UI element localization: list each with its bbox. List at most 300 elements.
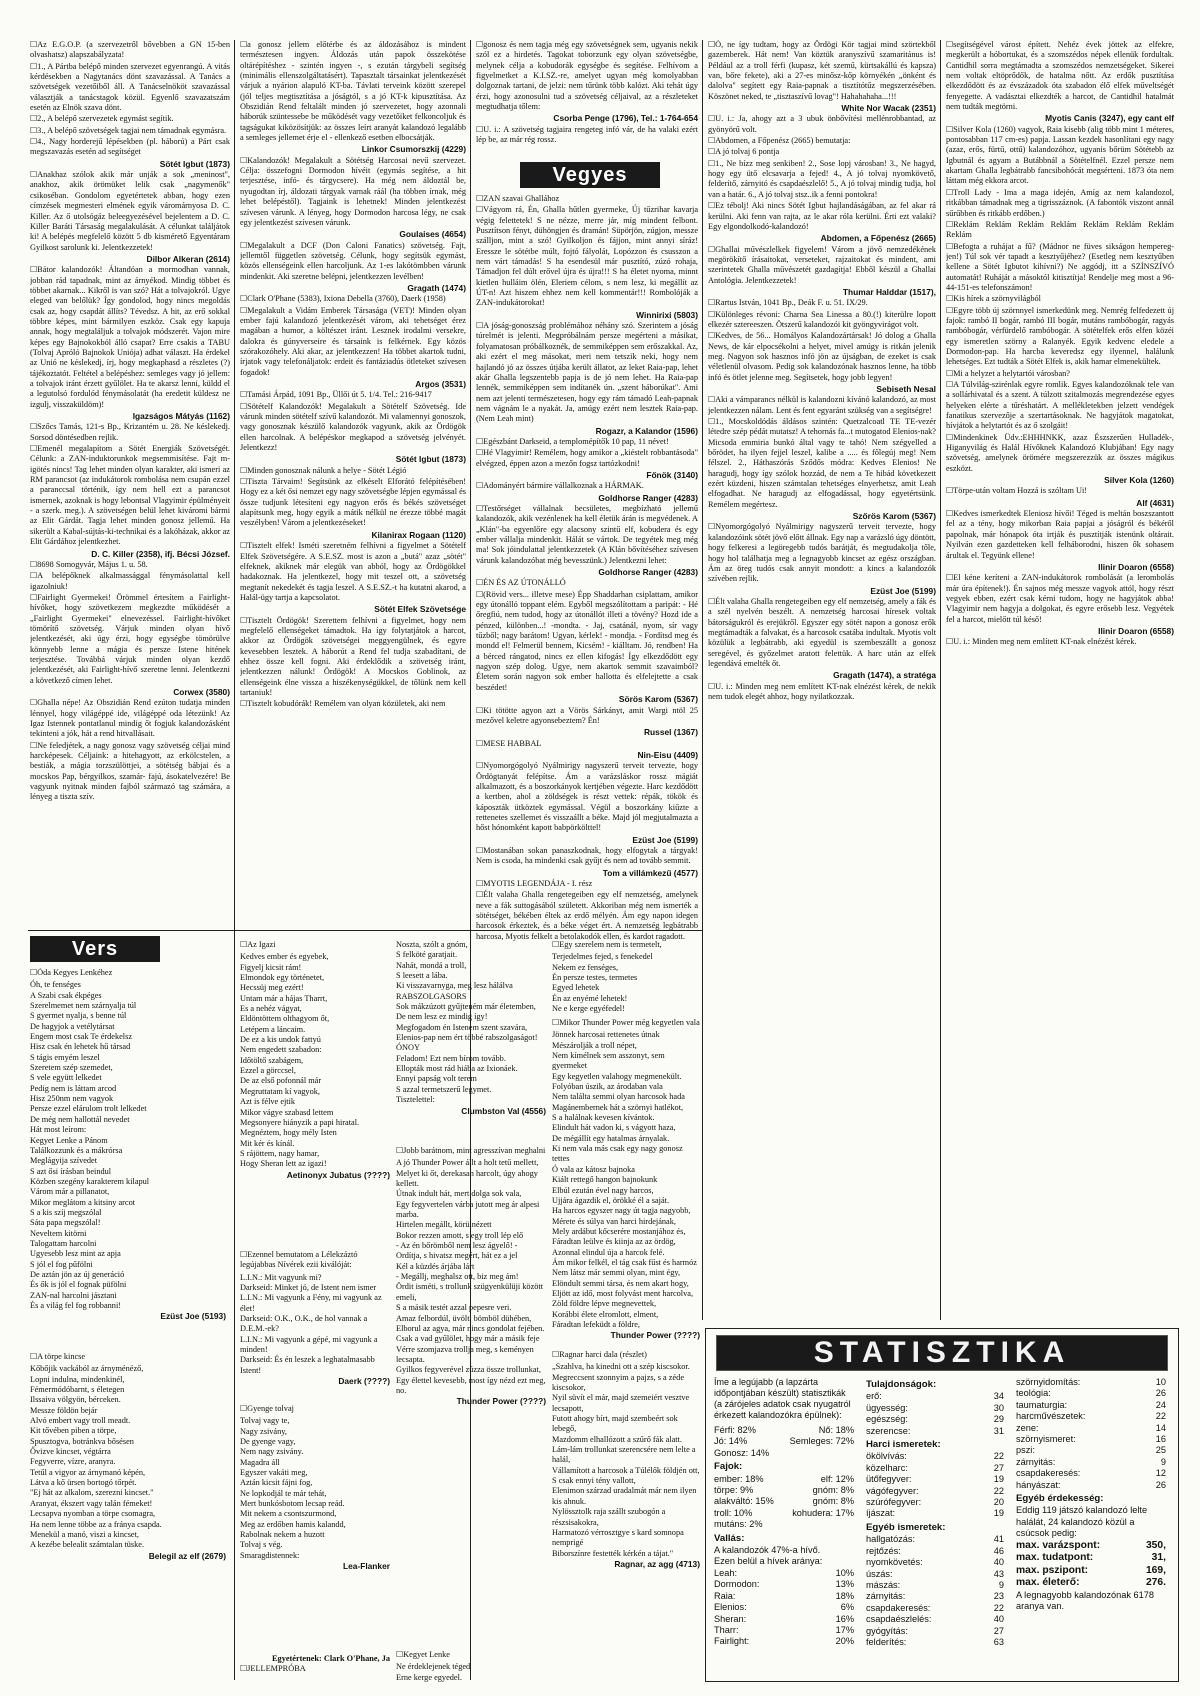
ad-signature: Linkor Csumorszkij (4229) bbox=[361, 144, 466, 155]
ad-signature: Thumar Halddar (1517), bbox=[842, 286, 936, 297]
stats-row bbox=[1016, 1423, 1166, 1434]
poem-line: Messze földön bejár bbox=[30, 1405, 98, 1415]
stats-heading: Vallás: bbox=[714, 1532, 745, 1544]
stats-value: 22 bbox=[993, 1602, 1004, 1613]
stats-row bbox=[714, 1602, 854, 1613]
ad-text: ☐ Kalandozók! Megalakult a Sötétség Harcosai nevű szervezet. Célja: összefogni Dormodon hívéit (egymás segítése, a hit terjesztése, infó- és tárgycsere). Ha még nem áldoztál be, nyugodtan írj, áldozati tárgyak varnak ráál (ha többen írnak, még lehet belépéstől). Tagjaink is lehetnek! Minden jelentkezést szívesen várunk. A lényeg, hogy Dormodon harcosa légy, ne csak egy jelentkezést szívesen várunk. bbox=[240, 156, 466, 228]
poem-line: Nem találta semmi olyan harcosok hada bbox=[552, 1092, 685, 1102]
poem-line: Fáradtan lefeküdt a földre, bbox=[552, 1319, 641, 1329]
stats-label: troll: 10% bbox=[714, 1507, 753, 1518]
poem-line: Azt is félve ejtik bbox=[240, 1097, 296, 1107]
poem-line: „Szahlva, ha kinedni ott a szép kiscsokor. bbox=[552, 1362, 690, 1372]
poem-line: Ki visszavarnyga, meg lesz hálálva bbox=[396, 981, 513, 991]
poem-line: Nem engedett szabadon: bbox=[240, 1045, 322, 1055]
stats-value: 17% bbox=[835, 1624, 854, 1635]
stats-row bbox=[866, 1557, 1004, 1568]
poem-line: Figyelj kicsit rám! bbox=[240, 962, 302, 972]
stats-text: mutáns: 2% bbox=[714, 1519, 763, 1530]
stats-row bbox=[1016, 1468, 1166, 1479]
poem-line: Kegyet Lenke a Pánom bbox=[30, 1135, 108, 1145]
poem-line: Melyet ki őt, derekasan harcolt, úgy ahogy kellett. bbox=[396, 1168, 538, 1189]
ad-signature: Kilanirax Rogaan (1120) bbox=[371, 529, 466, 540]
poem-line: Ám mikor felkél, el tág csak fűst és harmóz bbox=[552, 1257, 697, 1267]
poem-line: S vele együtt lelkedet bbox=[30, 1073, 102, 1083]
stats-value: kohudera: 17% bbox=[792, 1507, 854, 1518]
poem-line: A kezébe belealit számtalan tüske. bbox=[30, 1540, 145, 1550]
ad-text: ☐ Reklám Reklám Reklám Reklám Reklám Reklám Reklám Reklám bbox=[946, 220, 1174, 241]
ad-text: ☐ A Túlvilág-szirénlak egyre romlik. Egyes kalandozóknak tele van a sollárhivatal és a szent. A túlzott szitalmozás megrendezése egyes helyeken elérte a tűréshatárt. A mellékletekben jelzett vendégek fanatikus szervezője a szertartásoknak. Ne hagyjátok magatokat, hívjátok a helytartót és az ő szolgáit! bbox=[946, 380, 1174, 432]
ad-signature: Rogazr, a Kalandor (1596) bbox=[595, 425, 698, 436]
ad-text: ☐ Adományért bármire vállalkoznak a HÁRMAK. bbox=[476, 481, 698, 491]
stats-label: max. tudatpont: bbox=[1016, 1552, 1094, 1564]
poem-az-igazi bbox=[240, 940, 390, 1250]
stats-label: Elenios: bbox=[714, 1602, 747, 1613]
ad-text: ☐ MESE HABBAL bbox=[476, 739, 698, 749]
stats-row bbox=[714, 1579, 854, 1590]
ad-text: ☐ Clark O'Phane (5383), Ixiona Debella (3760), Daerk (1958) bbox=[240, 294, 466, 304]
stats-value: 40 bbox=[993, 1557, 1004, 1568]
stats-value: 6% bbox=[840, 1602, 854, 1613]
poem-line: Megfogadom én Istenem szent szavára, bbox=[396, 1022, 528, 1032]
poem-line: Vállamított a harcosok a Túlélők földjén ott, bbox=[552, 1465, 700, 1475]
poem-line: Eldöntöttem olthagyom őt, bbox=[240, 1014, 330, 1024]
poem-line: Lám-lám trollunkat szerencsére nem lelte a halál, bbox=[552, 1445, 696, 1465]
stats-row bbox=[1016, 1457, 1166, 1468]
stats-label: csapdakeresés: bbox=[1016, 1468, 1081, 1479]
stats-label: íjászat: bbox=[866, 1508, 896, 1519]
poem-line: S azzal termetszerű legymet. bbox=[396, 1084, 492, 1094]
ad-text: ☐ Bátor kalandozók! Áltandóan a mormodhan vannak, jobban rád tapadnak, mint az árnyékod. Mindig többet és többet akarnak... Kikről is van szó? Hát a tolvajokról. Ugye eleged van belőlük? Így gondolod, hogy nincs megoldás csak az, hogy csapdát állíts? Tévedsz. A hit, az erő sokkal többre képes, mint bármilyen eszköz. Csak egy kapuja annak, hogy megtaláljuk a tolvajok módszerét. Vajon mire képes egy Bajnokokból álló csapat? Erre csakis a TABU (Tolvaj Apróló Bajnokok Uniója) adhat választ. Ha érdekel az Unió ne késlekedj, írj, hogy megkaphasd a részletes (?) tájékoztatót. Feltétel a belépéshez: semleges vagy jó jellem: a tolvajok iránt érzett gyűlölet. Ha te akarsz lenni, küldd el a legutolsó fordulód fénymásolatát (ha eredetit küldesz ne izgulj, visszaküldöm)! bbox=[30, 265, 230, 410]
ad-text: ☐ Megalakult a Vidám Emberek Társasága (VET)! Minden olyan ember fajú kalandozó jelentkezését várom, aki tehetséget érez magában a humor, a költészet iránt. Lesznek irodalmi versekre, dalokra és gúnyverseire és társaink is felkérnek. Egy közös szórakozóhely. Aki akar, az jelentkezzen! Ha többet akartok tudni, írjatok vagy telefonáljatok: erdeit és fantáziadús ötleteket szívesen fogadok! bbox=[240, 306, 466, 378]
ad-text: ☐ Az E.G.O.P. (a szervezetről bővebben a GN 15-ben olvashatsz) alapszabályzata! bbox=[30, 40, 230, 61]
stats-value: 19 bbox=[993, 1508, 1004, 1519]
ad-signature: Szőrös Karom (5367) bbox=[852, 511, 936, 522]
stats-value: gnóm: 8% bbox=[812, 1485, 854, 1496]
stats-text: Eddig 119 játszó kalandozó lelte halálát, 24 kalandozó közül a csúcsok pedig: bbox=[1016, 1505, 1148, 1539]
poem-line: Megnéztem, hogy mély Isten bbox=[240, 1128, 337, 1138]
poem-line: Lopni indulna, mindenkinél, bbox=[30, 1374, 125, 1384]
ad-signature: Abdomen, a Főpenész (2665) bbox=[820, 233, 936, 244]
poem-line: Ne lopkodjál te már tehát, bbox=[240, 1488, 327, 1498]
ad-text: ☐ Nyomorgógolyó Nyálmirigy nagyszerű terveit tervezte, hogy Ördögtanyát felépítse. Ám a varázsláskor rossz mágiát alkalmazott, és a boszorkányok kertjében végezte. Harc kezdődött a kertben, ahol a zöldségek is részt vettek: répák, tökök és káposzták ütköztek egymással. Végül a boszorkány kiűzte a rettenetes szellemet és visszaállt a béke. Majd jól megjutalmazta a hőst hónomként kapott babpörkölttel! bbox=[476, 761, 698, 833]
ad-signature: Ilinir Doaron (6558) bbox=[1098, 625, 1174, 636]
stats-row bbox=[1016, 1540, 1166, 1553]
ad-text: ☐ segítségével várost épített. Nehéz évek jöttek az elfekre, megkerült a hóbortukat, és a szomszédos népek ellenük fordultak. Cantidhil sorra megtámadta a szomszédos nemzetségeket. Sikerei nem voltak eltöprődők, de hatalma nőtt. Az erdők pusztítása elkezdődött és az évszázadok óta szabadon élő elfek műveltségét fenyegette. A vadásztai elkezdték a harcot, de Cantidhil hatalmát nem tudták megtörni. bbox=[946, 40, 1174, 112]
stats-value: 12 bbox=[1155, 1468, 1166, 1479]
poem-line: "Ej hát az alkalom, szerezni kincset." bbox=[30, 1488, 154, 1498]
column-rule bbox=[702, 40, 703, 1320]
stats-heading: Egyéb ismeretek: bbox=[866, 1521, 946, 1533]
poem-line: Aztán kicsit fájni fog, bbox=[240, 1478, 313, 1488]
poem-line: Neveltem kitörni bbox=[30, 1228, 87, 1238]
stats-label: alakváltó: 15% bbox=[714, 1496, 774, 1507]
poem-line: S csak ennyi tény vallott, bbox=[552, 1476, 636, 1486]
stats-row bbox=[866, 1403, 1004, 1414]
poem-line: Magánembernek hát a szörnyi hatlékot, bbox=[552, 1102, 684, 1112]
poem-signature bbox=[552, 1014, 700, 1016]
ad-text: ☐ U. i.: A szövetség tagjaira rengeteg infó vár, de ha valaki ezért lép be, az már rég rossz. bbox=[476, 125, 698, 146]
ad-text: ☐ U. i.: Minden meg nem említett KT-nak elnézést kérek, de nekik nem tudok elegét ahhoz, hogy nyilatkozzak. bbox=[708, 682, 936, 703]
ad-text: ☐ Tisztelt elfek! Isméti szeretném felhívni a figyelmet a Sötételf Elfek Szövetségére. A S.E.SZ. most is azon a „butá" azaz „sötét" elfeknek, akiknek már elegük van abból, hogy az Ördögökkel hadakoznak. Ha jelentkezel, hogy mit teszel ott, a szövetség megtanít nekedekét és tagja leszel. A S.E.SZ.-t ha kutatni akarod, a Halál-ügy tartja a kapcsolatot. bbox=[240, 541, 466, 603]
poem-line: - Megállj, meghalsz ott, biz meg ám! bbox=[396, 1272, 519, 1282]
poem-line: Mert bunkósbotom lecsap reád. bbox=[240, 1499, 345, 1509]
poem-line: Ujjára ágazdik el, örökké él a saját. bbox=[552, 1195, 670, 1205]
stats-label: max. varázspont: bbox=[1016, 1539, 1101, 1551]
ad-text: ☐ Ghalla népe! Az Obszidián Rend ezúton tudatja minden lénnyel, hogy világéppé ide, világéppé oda létezünk! Az Igaz Istennek pontatlanul mindig őt fogjuk kalandozásként tekinteni a jók, hát a rend hitvallásait. bbox=[30, 698, 230, 739]
stats-label: Jó: 14% bbox=[714, 1436, 748, 1447]
ad-text: ☐ Tiszta Tárvaim! Segítsünk az elkéselt Elforátó felépítésében! Hogy ez a két ősi nemzet egy nagy szövetségbe lépjen egymással és össze tudjunk létesíteni egy nagyon erős és békés szövetséget alapítsunk meg, hogy egyik a mátik nélkül ne érezze többé magát veszélyben! Várom a jelentkezéseket! bbox=[240, 477, 466, 529]
stats-label: taumaturgia: bbox=[1016, 1399, 1068, 1410]
ad-text: ☐ gonosz és nem tagja még egy szövetségnek sem, ugyanis nekik szól ez a hirdetés. Tagokat toborzunk egy olyan szövetségbe, melynek célja a kobudorák egységbe és segítése. Felhívom a figyelmetket a K.I.SZ.-re, amelyet ugyan még komolyabban dolgoznak tartani, de jelzi: nem tűrünk több kalózt. Aki tehát úgy érzi, hogy azonosulni tud a szövetség céljaival, az a részleteket megtudhatja tőlem: bbox=[476, 40, 698, 112]
stats-row bbox=[866, 1486, 1004, 1497]
stats-row bbox=[866, 1426, 1004, 1437]
stats-value: 26 bbox=[1155, 1388, 1166, 1399]
stats-value: 16 bbox=[1155, 1434, 1166, 1445]
stats-row bbox=[1016, 1480, 1166, 1491]
ad-text: ☐ Ó, ne így tudtam, hogy az Ördögi Kör tagjai mind szörtekből gazemberek. Hát nem! Van köztük aranyszívű szamaritánus is! Például az a troll férfi (kupasz, két szemű, kürtsakállú és kapsza) van, bőre fekete), aki a 27-es minősz-kőp környékén „önként és dalolva" segített egy Raia-papnak a tisztítótűz megszerzésében. Köszönet neked, te „tisztaszívű lovag"! Hahahahaha...!!! bbox=[708, 40, 936, 102]
ad-signature: D. C. Killer (2358), ifj. Bécsi József. bbox=[91, 548, 230, 559]
ad-signature: Sötét Elfek Szövetsége bbox=[374, 604, 466, 615]
poem-line: Noszta, szólt a gnóm, bbox=[396, 940, 468, 949]
poem-line: Sok mákzúzott gyűjteném már életemben, bbox=[396, 1002, 536, 1012]
poem-signature: Daerk (????) bbox=[338, 1376, 390, 1387]
ad-text: ☐ Troll Lady - Ima a maga idején, Amíg az nem kalandozol, ritkábban támadnak meg a tigrisszáznok. (A fabontók viszont annál sűrűbben és ritkább erdőben.) bbox=[946, 188, 1174, 219]
poem-line: Fáradtan leülve és kiinja az az ördög, bbox=[552, 1237, 676, 1247]
ad-text: ☐ Vágyom rá, Én, Ghalla hűtlen gyermeke, Új tűzrihar kavarja végig felettetek! S ne nézze, merre jár, míg mindent felbont. Pusztítson fényt, dühöngjen és dramán! Süpörjön, zúgjon, messze szálljon, mint a szó! Gyilkoljon és fájjon, mint annyi síráz! Eressze le sötétbe múlt, fojtó fályolát, Lopózzon és csusszon a nem várt támadás! S ha esendesül már pusztító, zúzó rohaja, Támadjon fel dúlt erővel újra és újra!!! S ha életet nyoma, minnt kietlen hulláim ölén, Eleriem célom, s nem lesz, ki megállít az ÚT-n! Azt hiszem ehhez nem kell kommentár!!! Rombolóják a ZAN-indukátorokat! bbox=[476, 205, 698, 308]
poem-line: Hisz 250nm nem vagyok bbox=[30, 1094, 114, 1104]
poem-line: Elborul az agya, már nincs gondolat fejében. bbox=[396, 1323, 545, 1333]
stats-label: rejtőzés: bbox=[866, 1545, 901, 1556]
stats-value: gnóm: 8% bbox=[812, 1496, 854, 1507]
poem-line: Megsonyere hiányzik a papi hiratal. bbox=[240, 1117, 360, 1127]
stats-label: Tharr: bbox=[714, 1624, 739, 1635]
stats-value: Semleges: 72% bbox=[789, 1436, 854, 1447]
stats-value: 41 bbox=[993, 1534, 1004, 1545]
poem-torpe-kincse bbox=[30, 1352, 226, 1682]
ad-text: ☐ Kis hírek a szörnyvilágból bbox=[946, 294, 1174, 304]
poem-line: Egyed lehetek bbox=[552, 983, 600, 993]
poem-line: Szerelmemet nem szárnyalja túl bbox=[30, 1001, 137, 1011]
stats-value: 29 bbox=[993, 1414, 1004, 1425]
poem5-extra-title: ☐ JELLEMPRÓBA bbox=[240, 1664, 390, 1674]
stats-heading: Tulajdonságok: bbox=[866, 1379, 937, 1390]
stats-label: ökölvívás: bbox=[866, 1451, 907, 1462]
stats-row bbox=[866, 1614, 1004, 1625]
ad-signature: Nin-Eisu (4409) bbox=[637, 749, 698, 760]
stats-row bbox=[714, 1625, 854, 1636]
stats-intro: Íme a legújabb (a lapzárta időpontjában készült) statisztikák (a zárójeles adatok csak nyugatról érkezett kalandozókra épülnek): bbox=[714, 1377, 851, 1420]
stats-value: 20 bbox=[993, 1497, 1004, 1508]
poem-line: - Az én bőrömből nem lesz ágyelő! - bbox=[396, 1241, 518, 1251]
poem-line: Darkseid: Minket jó, de Istent nem ismer bbox=[240, 1283, 377, 1293]
stats-value: 31 bbox=[993, 1425, 1004, 1436]
stats-row bbox=[1016, 1445, 1166, 1456]
ad-text: ☐ 1., Ne bízz meg senkiben! 2., Sose lopj városban! 3., Ne hagyd, hogy egy ütő elcsavarja a fejed! 4., A jó tolvaj nyomkövető, felderítő, zárnyitó és csapdaészlelő! 5., A jó tolvaj mindig tudja, hol van a határ. 6., A jó tolvaj stsz..ik a fenni pontokra! bbox=[708, 159, 936, 200]
poem-line: De aztán jön az új generáció bbox=[30, 1269, 125, 1279]
stats-row bbox=[1016, 1388, 1166, 1399]
poem-line: Egy kegyetlen valahogy megmenekült. bbox=[552, 1071, 682, 1081]
stats-row bbox=[866, 1508, 1004, 1519]
column-rule bbox=[940, 40, 941, 1320]
stats-row bbox=[866, 1414, 1004, 1425]
poem-line: Kőbőjik vackából az árnyménéző, bbox=[30, 1364, 144, 1374]
stats-row bbox=[714, 1508, 854, 1519]
poem-title: ☐ Ezennel bemutatom a Lélekzáztó legújabbas Nívérek ezii kiválóját: bbox=[240, 1250, 390, 1271]
poem-line: Közben szegény karakterem kilapul bbox=[30, 1176, 150, 1186]
ad-text: ☐ Silver Kola (1260) vagyok, Raia kisebb (alig több mint 1 méteres, pontosabban 117 cm-es) papja. Lassan kezdek hasonlítani egy nagy (azaz, erős, fürtű, ottű) kalandozóhoz, ugyanis bőrüm Sötétebb az Igbutnál és agyam a Butábbnál a Sötételfnél. Ezzel persze nem akartam Ghalla legbátrabb fancsibohócát megsérteni. 1873 óta nem láttam még ekkora arcot. bbox=[946, 125, 1174, 187]
ad-text: ☐ Ki tötötte agyon azt a Vörös Sárkányt, amit Wargi ntöl 25 mezővel keletre agyonsebeztem? Én! bbox=[476, 706, 698, 727]
poem-line: Tolvaj vagy te, bbox=[240, 1416, 290, 1426]
poem-line: Ezzel a görccsel, bbox=[240, 1066, 296, 1076]
poem-line: Rabolnak nekem a huzott bbox=[240, 1530, 325, 1540]
stats-row bbox=[866, 1603, 1004, 1614]
ad-signature: Ezüst Joe (5199) bbox=[632, 834, 698, 845]
stats-label: szúrófegyver: bbox=[866, 1497, 922, 1508]
poem-line: Jönnek harcosai rettenetes útnak bbox=[552, 1030, 660, 1040]
column-4 bbox=[708, 40, 936, 1320]
stats-label: pszi: bbox=[1016, 1445, 1035, 1456]
poem-line: Ha nem lenne többe az a fránya csapda. bbox=[30, 1519, 162, 1529]
ad-signature: Goldhorse Ranger (4283) bbox=[598, 492, 698, 503]
stats-row bbox=[866, 1626, 1004, 1637]
poem-line: Meg az erdőben hamis kalandd, bbox=[240, 1519, 346, 1529]
stats-label: csapdaészlelés: bbox=[866, 1614, 932, 1625]
poem-line: Elindult hát vadon ki, s vágyott haza, bbox=[552, 1123, 676, 1133]
ad-text: ☐ Minden gonosznak nálunk a helye - Sötét Légió bbox=[240, 466, 466, 476]
ad-text: ☐ Ez tébolj! Aki nincs Sötét Igbut hajlandáságában, az fel akar rá kerülni. Aki fenn van rajta, az le akar róla kerülni. Érti ezt valaki? Egy elgondolkodó-kalandozó! bbox=[708, 201, 936, 232]
poem-line: Megreccsent szonnyim a pajzs, s a zéde kiscsokor, bbox=[552, 1372, 685, 1393]
ad-signature: Sötét Igbut (1873) bbox=[395, 454, 466, 465]
ad-text: ☐ Élt valaha Ghalla rengetegeiben egy elf nemzetség, amelynek neve a fák suttogásából született. Akkoriban még nem ismerték a sötétséget, békében éltek az erdő mélyén. Ám egy napon idegen harcosok érkeztek, és a béke véget ért. A nemzetség legbátrabb harcosa, Myotis felkelt a betolakodók ellen, és kardot ragadott. bbox=[476, 890, 698, 942]
ad-signature: Goldhorse Ranger (4283) bbox=[598, 567, 698, 578]
poem-line: Mészárolják a troll népet, bbox=[552, 1040, 637, 1050]
poem-line: Azonnal elindul úja a harcok felé. bbox=[552, 1247, 665, 1257]
poem-title: ☐ Kegyet Lenke bbox=[396, 1650, 546, 1660]
poem-signature: Thunder Power (????) bbox=[456, 1396, 546, 1407]
stats-label: ütőfegyver: bbox=[866, 1474, 912, 1485]
poem-line: Megruttatam kí vagyok, bbox=[240, 1086, 320, 1096]
stats-row bbox=[714, 1485, 854, 1496]
poem-line: S azt ősi írásban beindul bbox=[30, 1166, 112, 1176]
poem-signature: Lea-Flanker bbox=[342, 1561, 390, 1572]
poem-line: Óh, te fenséges bbox=[30, 980, 81, 990]
poem-title: ☐ Gyenge tolvaj bbox=[240, 1404, 390, 1414]
poem-signature: Belegil az elf (2679) bbox=[148, 1550, 226, 1561]
poem-line: Folyóban úszik, az árodaban vala bbox=[552, 1082, 663, 1092]
poem-line: Ki nem vala más csak egy nagy gonosz tettes bbox=[552, 1144, 683, 1164]
poem-line: Útnak indult hát, mert dolga sok vala, bbox=[396, 1189, 522, 1199]
poem-title: ☐ Jobb barátnom, mint agresszívan meghalni bbox=[396, 1146, 546, 1156]
ad-signature: Corwex (3580) bbox=[173, 686, 230, 697]
stats-value: elf: 12% bbox=[820, 1473, 854, 1484]
stats-row bbox=[1016, 1377, 1166, 1388]
ad-text: ☐ Anakhaz szólok akik már unják a sok „meninost", anakhoz, akik örömüket lelik csak „nagymenők" csikoséban. Gondolom egyetértetek abban, hogy ezen címzések megmesteri elmének egyik váromárnyosa D. C. Killer. Az ő utolsógáz beleegyezésével bejelentem a D. C. Killer Baráti Társaság megalakulását. A célunkat találjátok ki! A belépés megfelelő között 5 db kismérető Egyentáram Gyilkost sarolunk ki. Jelentkezzetek! bbox=[30, 170, 230, 253]
poem-line: Nem kímélnek sem asszonyt, sem gyermeket bbox=[552, 1051, 665, 1071]
poem5-footer-text: Egyetértenek: Clark O'Phane, Ja bbox=[272, 1654, 390, 1663]
poem5-footer bbox=[240, 1654, 390, 1682]
poem-line: S a másik testét azzal pepesre veri. bbox=[396, 1303, 512, 1313]
stats-row bbox=[714, 1496, 854, 1507]
stats-label: csapdakeresés: bbox=[866, 1602, 931, 1613]
poem-line: S gyermet nyalja, s benne túl bbox=[30, 1011, 127, 1021]
poem-line: Tisztelettel: bbox=[396, 1095, 435, 1105]
stats-label: Raia: bbox=[714, 1590, 736, 1601]
poem-line: Korábbi élete elromlott, elment, bbox=[552, 1309, 659, 1319]
stats-row bbox=[866, 1497, 1004, 1508]
stats-label: zárnyitás: bbox=[1016, 1456, 1056, 1467]
ad-text: ☐ Ne feledjétek, a nagy gonosz vagy szövetség céljai mind harcképesek. Céljaink: a hitehagyott, az erkölcstelen, a bestiák, a mágia torzszülöttjei, a sötétség bábjai és a mocskos Pap, bérgyilkos, szamár- fajú, ásokatelvezére! Be vagyunk nyitnak minden fajból származó tag számára, a lényeg a tiszta szív. bbox=[30, 741, 230, 803]
stats-value: 23 bbox=[993, 1591, 1004, 1602]
stats-row bbox=[1016, 1434, 1166, 1445]
poem-line: Spusztogva, botránkva bősésen bbox=[30, 1436, 134, 1446]
stats-text: Ezen belül a hívek aránya: bbox=[714, 1556, 823, 1567]
stats-row bbox=[714, 1591, 854, 1602]
ad-signature: Tom a villámkezű (4577) bbox=[602, 867, 698, 878]
stats-row bbox=[714, 1568, 854, 1579]
statistics-body bbox=[714, 1377, 1170, 1675]
poem-line: Hát most leírom: bbox=[30, 1125, 87, 1135]
ad-text: ☐ Kedves ismerkedtek Eleniosz hívői! Téged is meltán boszszantott fel az a tény, hogy mikorban Raia papjai a jóságról és békéről papolnak, már hónapok óta irtják és pusztítják istenünk oltárait. Nyilván ezen gazdetteken kell felháborodni, hiszen ők sohasem árultak el. Tegyünk ellene! bbox=[946, 509, 1174, 561]
poem-line: Kél a küzdés árjába lárt bbox=[396, 1261, 475, 1271]
poem-line: Pedig nem is láttam arcod bbox=[30, 1083, 117, 1093]
poem-line: Untam már a hájas Tharrt, bbox=[240, 993, 328, 1003]
poem-line: Elmondok egy történetet, bbox=[240, 973, 325, 983]
ad-text: ☐ Testőrséget vállalnak becsületes, megbízható jellemű kalandozók, akik vezénlenek ha kell életük árán is megvédenek. A „Klán"-ba egyenlőre egy alacsony szintű elf, kobudera és egy ember vállalja mindenkit. Hálát se vártok. De tegyétek meg még ma! Sok jóindulattal jelentkezzetek (A Klán bővítéséhez szívesen várunk kalandozóbat még bevesszünk.) Jelentkezni lehet: bbox=[476, 504, 698, 566]
stats-label: teológia: bbox=[1016, 1388, 1051, 1399]
stats-label: harcművészetek: bbox=[1016, 1411, 1086, 1422]
ad-signature: Sötét Igbut (1873) bbox=[159, 158, 230, 169]
poem-line: S felköté garatjait. bbox=[396, 950, 458, 960]
poem-line: Mit kér és kínál. bbox=[240, 1138, 295, 1148]
stats-value: 31, bbox=[1151, 1552, 1166, 1564]
stats-value: 22 bbox=[993, 1451, 1004, 1462]
stats-label: nyomkövetés: bbox=[866, 1557, 923, 1568]
poem-line: Mazdomm elhallózott a szűrő fák alatt. bbox=[552, 1434, 682, 1444]
stats-value: 9 bbox=[1160, 1456, 1166, 1467]
ad-signature: Sörös Karom (5367) bbox=[618, 694, 698, 705]
stats-label: Férfi: 82% bbox=[714, 1425, 756, 1435]
stats-value: 25 bbox=[1155, 1445, 1166, 1456]
statistics-box bbox=[705, 1328, 1179, 1682]
poem-line: A jó Thunder Power állt a holt tetű mellett, bbox=[396, 1158, 539, 1168]
poem-line: S tágis emyém leszel bbox=[30, 1052, 100, 1062]
stats-label: vágófegyver: bbox=[866, 1485, 919, 1496]
ad-text: ☐ Egyre több új szörnnyel ismerkedünk meg. Nemrég felfedezett új fajok: rambó II bogár, rambó III bogár, mutáns rambóbogár, ragyás rambóbogár, vérfürdelő rambóbogár. A sötételfek erős elfen közéi egy ismeretlen szörny a Ralanyék. Egyik kedvenc eledele a Dormodon-pap. Ha harcba keveredsz egy ilyennel, halálunk lehetséges. Ezt tudták a Sötét Elfek is, akik hamar elmenekültek. bbox=[946, 306, 1174, 368]
poem-lelekzazto bbox=[240, 1250, 390, 1400]
poem-line: Én az enyémé lehetek! bbox=[552, 993, 628, 1003]
poem-line: Alvó embert vagy troll meadt. bbox=[30, 1416, 131, 1426]
stats-value: 40 bbox=[993, 1614, 1004, 1625]
ad-text: ☐ ZAN szavai Ghallához bbox=[476, 194, 698, 204]
poem-kegyetlen bbox=[552, 1018, 700, 1348]
ad-text: ☐ a gonosz jellem előtérbe és az áldozásához is mindent természtesen ingyen. Áldozás után papok összekötése oltárépítéshez - szintén ingyen -, s ezután tárgybeli segítség (minimális ellenszolgáltatásért). Tapasztalt társainkat jelentkezését várjuk a nyárion alapuló KT-ba. Távlati terveink között szerepel (jól teljes megtisztítása a jóságtól, s a jó KT-k kipusztítása. Az Obszidián Rend feltalált minden jó szervezetet, hogy azonnali háborúk szüntessebe be működését vagy vezetőiket felkoncoljuk és tagságukat kiközösítjük: az összes leírt aranyát kalandozó legalább a semleges jellemet érje el - ellenkező esetben elbocsátják. bbox=[240, 40, 466, 143]
poem-line: Fegyverre, vízre, aranyra. bbox=[30, 1457, 116, 1467]
stats-row bbox=[866, 1591, 1004, 1602]
ad-text: ☐ Rartus István, 1041 Bp., Deák F. u. 51. IX/29. bbox=[708, 298, 936, 308]
stats-row bbox=[866, 1580, 1004, 1591]
stats-label: mászás: bbox=[866, 1579, 901, 1590]
poem-title: ☐ A törpe kincse bbox=[30, 1352, 226, 1362]
ad-text: ☐ (Rövid vers... illetve mese) Épp Shaddarhan csiplattam, amikor egy útonálló toppant elém. Egyből megszólítottam a paripát: - Hé őregfiú, nem tudod, hogy az útonállót illeti a tövény? Hozd ide a pénzed, különben...! -mondta. - Jaj, csatánál, nyom, sír vagy tűzből; nagy barátom! Ugyan, kérlek! - mondja. - Fordítsd meg és mondd el! Felmerül bennem, Kicsém! - kiálltam. Jó, rendben! Ha a bérced rángatod, nincs ez ellen kifogás! Így elkezdődött egy nagyon szép dolog. Ugye, nem akartok semmit szavaimból? Életem során nagyon sok ember hallotta és elfelejtette a csak beszédet! bbox=[476, 590, 698, 693]
poem-line: Elöndult semmi társa, és nem akart hogy, bbox=[552, 1278, 689, 1288]
stats-label: törpe: 9% bbox=[714, 1485, 754, 1496]
poem-line: Vérre szomjazva trollja meg, s keményen lecsapta. bbox=[396, 1344, 534, 1364]
poem-title: ☐ Ragnar harci dala (részlet) bbox=[552, 1350, 700, 1360]
poem-line: RABSZOLGASORS bbox=[396, 991, 467, 1001]
poem-line: De hagyjok a vetélytársat bbox=[30, 1021, 115, 1031]
poem-line: Zöld földre lépve megnevettek, bbox=[552, 1299, 657, 1309]
ad-text: ☐ El kéne keríteni a ZAN-indukátorok rombolását (a lerombolás már úra építenek!). Én sajnos még messze vagyok attól, hogy részt vegyek ebben, ezért csak kérni tudom, hogy ne hagyjátok abba! Vlagyimir nem hagyja a dolgokat, és egyre erősebb lesz. Vegyétek fel a harcot, mielőtt túl késő! bbox=[946, 573, 1174, 625]
stats-label: gyógyítás: bbox=[866, 1625, 908, 1636]
poem-line: S a kis szíj megszólal bbox=[30, 1207, 102, 1217]
ad-text: ☐ Törpe-után voltam Hozzá is szóltam Ui! bbox=[946, 486, 1174, 496]
poem-line: Nagy zsivány, bbox=[240, 1426, 287, 1436]
ad-text: ☐ Egészbánt Darkseid, a templomépítők 10 pap, 11 névet! bbox=[476, 437, 698, 447]
column-5 bbox=[946, 40, 1174, 1320]
poem-line: Egy fegyvertelen várba jutott meg ár alpesi marba. bbox=[396, 1199, 540, 1220]
poem-line: L.I.N.: Mi vagyunk a gépé, mi vagyunk a minden! bbox=[240, 1334, 378, 1355]
ad-text: ☐ Élt valaha Ghalla rengetegeiben egy elf nemzetség, amely a fák és a szél nyelvén beszélt. A nemzetség harcosai híresek voltak bátorságukról és erejükről. Egyszer egy sötét napon a gonosz erők megtámadták a falvakat, és a harcosok csatába indultak. Myotis volt közülük a legbátrabb, aki egyedül is szembeszállt a gonosz seregével, és győzelmet aratott felettük. A harc után az elfek legendává emelték őt. bbox=[708, 597, 936, 669]
vegyes-title: Vegyes bbox=[552, 164, 628, 186]
poem-line: S rájöttem, nagy hamar, bbox=[240, 1148, 320, 1158]
poem-line: Nem látsz már semmi olyan, mint égy, bbox=[552, 1268, 681, 1278]
poem-line: Persze ezzel elárulom trolt lelkedet bbox=[30, 1104, 147, 1114]
poem-rabszolgasors bbox=[396, 940, 546, 1140]
poem-line: Tolvaj s vég. bbox=[240, 1540, 283, 1550]
stats-value: 19 bbox=[993, 1474, 1004, 1485]
ad-signature: Sebiseth Nesal bbox=[876, 384, 936, 394]
stats-label: szörnyismeret: bbox=[1016, 1434, 1076, 1445]
stats-row bbox=[714, 1636, 854, 1647]
ad-text: ☐ 8698 Somogyvár, Május 1. u. 58. bbox=[30, 560, 230, 570]
poem-title: ☐ Mikor Thunder Power még kegyetlen vala bbox=[552, 1018, 700, 1028]
ad-text: ☐ Mi a helyzet a helytartói városban? bbox=[946, 369, 1174, 379]
stats-label: Fairlight: bbox=[714, 1636, 750, 1647]
poem-line: S a halálnak kevesen kívántok. bbox=[552, 1113, 655, 1123]
statistics-title: STATISZTIKA bbox=[716, 1335, 1168, 1371]
stats-label: Dormodon: bbox=[714, 1579, 760, 1590]
poem-line: Futott ahogy bírt, majd szembeért sok lebegő, bbox=[552, 1414, 678, 1434]
column-2 bbox=[240, 40, 466, 926]
stats-column-2 bbox=[866, 1377, 1004, 1648]
stats-row bbox=[714, 1614, 854, 1625]
stats-heading: Harci ismeretek: bbox=[866, 1439, 941, 1451]
poem-line: Időtöltő szabágem, bbox=[240, 1055, 304, 1065]
vers-title: Vers bbox=[71, 938, 119, 960]
poem-line: Nylössztolk raja szállt szubogón a részsisakokra, bbox=[552, 1507, 666, 1527]
poem-line: Ne e kerge egyéfedel! bbox=[552, 1004, 625, 1014]
poem-line: Egyszer vakáti meg, bbox=[240, 1468, 308, 1478]
ad-signature: Igazságos Mátyás (1162) bbox=[132, 411, 230, 422]
ad-text: ☐ Kedves, de 56... Homályos Kalandozártársak! Jó dolog a Ghalla News, de kár elpocsékolni a helyet, mivel amúgy is ritkán jelenik meg. Nagyon sok hasznos infó jön az újságban, de ezeket is csak véletlenül olvasom. Pedig sok kalandozónak hasznos lenne, ha több infó és ötlet jelenne meg. Segítsetek, hogy jobb legyen! bbox=[708, 331, 936, 383]
stats-value: 18% bbox=[835, 1590, 854, 1601]
ad-text: ☐ Aki a vámparancs nélkül is kalandozni kívánó kalandozó, az most jelentkezzen nálam. Lent és fent egyaránt szükség van a segítségre! bbox=[708, 395, 936, 416]
poem-line: Eljött az idő, most folyvást ment harcolva, bbox=[552, 1288, 694, 1298]
stats-row bbox=[866, 1474, 1004, 1485]
stats-row bbox=[1016, 1552, 1166, 1565]
poem-line: Én persze testes, termetes bbox=[552, 973, 638, 983]
stats-value: 14 bbox=[1155, 1422, 1166, 1433]
ad-text: ☐ Emenél megalapítom a Sötét Energiák Szövetségét. Célunk: a ZAN-induktorunkok megsemmisítése. Fajt m-igötés nincs! Tag lehet minden olyan karakter, aki ismeri az RM parancsot (az indukátorok rombolása nem csupán ezzel a paranccsal történik, így nem hell ezt a parancsot ismernek, azoknak is hogy lebontsal Vlagyimir épülményeit - a szerk. meg.). A szövetségen belül lehet kiváromi bármi az Elit Gárdát. Tagja lehet minden gonosz jellemű. Ha sikerült a Kabal-sújtás-ki-technikai és a lakóházak, akkor az Elit Gárdához jelentkezhet. bbox=[30, 444, 230, 547]
stats-value: 46 bbox=[993, 1545, 1004, 1556]
stats-heading: Fajok: bbox=[714, 1461, 743, 1473]
ad-text: ☐ ÉN ÉS AZ ÚTONÁLLÓ bbox=[476, 578, 698, 588]
stats-label: Sheran: bbox=[714, 1613, 747, 1624]
stats-row bbox=[866, 1569, 1004, 1580]
stats-row bbox=[1016, 1400, 1166, 1411]
stats-value: 43 bbox=[993, 1568, 1004, 1579]
stats-row bbox=[866, 1451, 1004, 1462]
